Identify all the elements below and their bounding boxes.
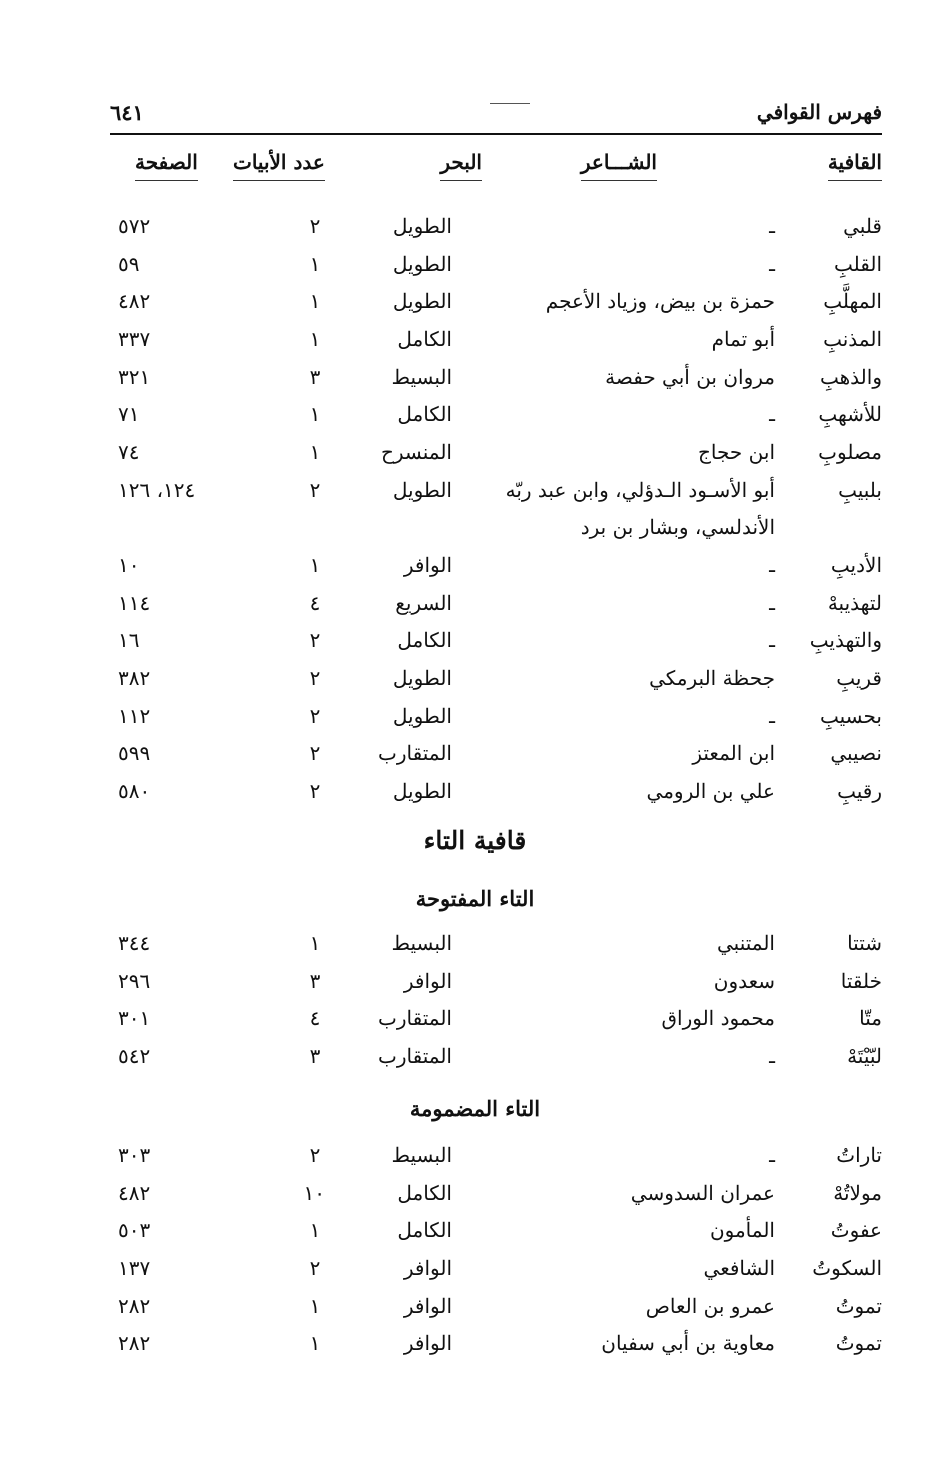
page-ref-cell: ٥٤٢ — [118, 1044, 151, 1069]
poet-cell: ـ — [769, 1044, 775, 1069]
table-row — [0, 472, 950, 547]
page-ref-cell: ٥٠٣ — [118, 1218, 151, 1243]
meter-cell: الوافر — [403, 1293, 452, 1318]
rhyme-cell: تموتُ — [835, 1331, 882, 1356]
page-ref-cell: ١١٤ — [118, 590, 151, 615]
table-row — [0, 963, 950, 1001]
rhyme-cell: المهلَّبِ — [823, 289, 882, 314]
meter-cell: الوافر — [403, 1256, 452, 1281]
poet-cell: ـ — [769, 1143, 775, 1167]
table-row — [0, 622, 950, 660]
poet-cell: عمرو بن العاص — [645, 1293, 775, 1318]
verses-cell: ١ — [309, 251, 321, 276]
meter-cell: المنسرح — [380, 440, 452, 465]
page-ref-cell: ٥٧٢ — [118, 214, 151, 238]
verses-cell: ٣ — [309, 1044, 321, 1069]
rhyme-cell: شتتا — [847, 931, 882, 955]
poet-cell: ابن المعتز — [692, 741, 775, 766]
table-row — [0, 698, 950, 736]
poet-cell: ابن حجاج — [698, 440, 775, 465]
verses-cell: ١٠ — [303, 1180, 325, 1205]
meter-cell: الوافر — [403, 1331, 452, 1356]
table-row — [0, 925, 950, 963]
page-ref-cell: ١٢٤، ١٢٦ — [118, 477, 196, 502]
meter-cell: البسيط — [391, 1143, 452, 1167]
meter-cell: الطويل — [392, 289, 452, 314]
table-row — [0, 434, 950, 472]
header-rule — [110, 133, 882, 135]
page-ref-cell: ٥٨٠ — [118, 778, 151, 803]
poet-cell: ـ — [769, 402, 775, 427]
poet-cell: مروان بن أبي حفصة — [605, 364, 775, 389]
subsection-ta-open: التاء المفتوحة — [415, 886, 535, 911]
rhyme-cell: والذهبِ — [820, 364, 882, 389]
table-row — [0, 585, 950, 623]
page-ref-cell: ١١٢ — [118, 703, 151, 728]
table-row — [0, 735, 950, 773]
table-row — [0, 1175, 950, 1213]
table-row — [0, 246, 950, 284]
table-row — [0, 396, 950, 434]
header-verses: عدد الأبيات — [233, 150, 325, 181]
poet-cell: ـ — [769, 214, 775, 238]
verses-cell: ٤ — [309, 590, 321, 615]
rhyme-table-ta-open — [0, 925, 950, 1076]
rhyme-cell: رقيبِ — [837, 778, 882, 803]
rhyme-cell: بحسيبِ — [820, 703, 882, 728]
print-mark — [490, 103, 530, 104]
page-ref-cell: ٢٩٦ — [118, 968, 151, 993]
meter-cell: المتقارب — [378, 1006, 452, 1031]
page-ref-cell: ٤٨٢ — [118, 1180, 151, 1205]
poet-cell: معاوية بن أبي سفيان — [601, 1331, 775, 1356]
verses-cell: ٤ — [309, 1006, 321, 1031]
table-row — [0, 1325, 950, 1363]
poet-cell: علي بن الرومي — [646, 778, 775, 803]
page-ref-cell: ٥٩٩ — [118, 741, 151, 766]
page-ref-cell: ٧١ — [118, 402, 140, 427]
header-rhyme: القافية — [828, 150, 882, 181]
poet-cell: حمزة بن بيض، وزياد الأعجم — [545, 289, 775, 314]
verses-cell: ٢ — [309, 1256, 321, 1281]
table-row — [0, 1038, 950, 1076]
meter-cell: البسيط — [391, 931, 452, 955]
rhyme-cell: قريبِ — [836, 665, 882, 690]
page-ref-cell: ١٦ — [118, 628, 140, 653]
poet-cell: ـ — [769, 590, 775, 615]
poet-cell: جحظة البرمكي — [649, 665, 775, 690]
table-row — [0, 321, 950, 359]
meter-cell: الوافر — [403, 968, 452, 993]
poet-cell: أبو الأسـود الـدؤلي، وابن عبد ربّه الأندلسي، وبشار بن برد — [505, 477, 775, 539]
poet-cell: المأمون — [709, 1218, 775, 1243]
rhyme-cell: نصيبي — [830, 741, 882, 766]
header-page: الصفحة — [135, 150, 198, 181]
rhyme-cell: للأشهبِ — [818, 402, 882, 427]
rhyme-cell: الأديبِ — [830, 552, 882, 577]
poet-cell: محمود الوراق — [661, 1006, 775, 1031]
page-ref-cell: ٣٠٣ — [118, 1143, 151, 1167]
rhyme-cell: لتهذيبهْ — [827, 590, 882, 615]
page-ref-cell: ٣٨٢ — [118, 665, 151, 690]
verses-cell: ٢ — [309, 477, 321, 502]
rhyme-cell: قلبي — [843, 214, 882, 238]
verses-cell: ٢ — [309, 703, 321, 728]
table-row — [0, 283, 950, 321]
header-poet: الشـــاعر — [581, 150, 657, 181]
poet-cell: سعدون — [713, 968, 775, 993]
page-ref-cell: ٣٤٤ — [118, 931, 151, 955]
verses-cell: ١ — [309, 1331, 321, 1356]
page-ref-cell: ٣٢١ — [118, 364, 151, 389]
poet-cell: عمران السدوسي — [630, 1180, 775, 1205]
meter-cell: الوافر — [403, 552, 452, 577]
page-ref-cell: ٤٨٢ — [118, 289, 151, 314]
rhyme-cell: مصلوبِ — [818, 440, 882, 465]
verses-cell: ٢ — [309, 214, 321, 238]
verses-cell: ١ — [309, 327, 321, 352]
table-row — [0, 1250, 950, 1288]
table-row — [0, 1137, 950, 1175]
meter-cell: البسيط — [391, 364, 452, 389]
meter-cell: الطويل — [392, 665, 452, 690]
verses-cell: ٣ — [309, 968, 321, 993]
rhyme-cell: السكوتُ — [812, 1256, 882, 1281]
page-ref-cell: ٣٣٧ — [118, 327, 151, 352]
page-ref-cell: ٥٩ — [118, 251, 140, 276]
page-ref-cell: ١٣٧ — [118, 1256, 151, 1281]
poet-cell: ـ — [769, 552, 775, 577]
page-ref-cell: ٢٨٢ — [118, 1331, 151, 1356]
rhyme-table-ta-damm — [0, 1137, 950, 1363]
rhyme-cell: لبّيْتَهْ — [847, 1044, 882, 1069]
meter-cell: الكامل — [397, 1218, 452, 1243]
page-ref-cell: ٣٠١ — [118, 1006, 151, 1031]
rhyme-cell: بلبيبِ — [838, 477, 882, 502]
meter-cell: الكامل — [397, 327, 452, 352]
meter-cell: الطويل — [392, 778, 452, 803]
rhyme-cell: تاراتُ — [836, 1143, 882, 1167]
verses-cell: ١ — [309, 289, 321, 314]
meter-cell: الكامل — [397, 402, 452, 427]
subsection-ta-damm: التاء المضمومة — [409, 1096, 541, 1121]
rhyme-cell: والتهذيبِ — [809, 628, 882, 653]
table-row — [0, 208, 950, 246]
table-row — [0, 773, 950, 811]
poet-cell: أبو تمام — [711, 327, 775, 352]
page-ref-cell: ٧٤ — [118, 440, 140, 465]
table-row — [0, 1000, 950, 1038]
section-title-ta: قافية التاء — [423, 826, 527, 855]
verses-cell: ٣ — [309, 364, 321, 389]
verses-cell: ٢ — [309, 665, 321, 690]
table-row — [0, 1288, 950, 1326]
table-row — [0, 660, 950, 698]
verses-cell: ٢ — [309, 1143, 321, 1167]
meter-cell: الطويل — [392, 251, 452, 276]
page-number: ٦٤١ — [110, 100, 144, 125]
poet-cell: ـ — [769, 628, 775, 653]
poet-cell: ـ — [769, 703, 775, 728]
running-title: فهرس القوافي — [756, 100, 882, 124]
page-ref-cell: ٢٨٢ — [118, 1293, 151, 1318]
rhyme-cell: المذنبِ — [823, 327, 882, 352]
rhyme-cell: خلقتا — [840, 968, 882, 993]
column-headers — [110, 150, 882, 194]
table-row — [0, 1212, 950, 1250]
poet-cell: المتنبي — [717, 931, 775, 955]
poet-cell: ـ — [769, 251, 775, 276]
verses-cell: ١ — [309, 1293, 321, 1318]
verses-cell: ١ — [309, 552, 321, 577]
meter-cell: الطويل — [392, 703, 452, 728]
poet-cell: الشافعي — [703, 1256, 775, 1281]
meter-cell: الطويل — [392, 214, 452, 238]
verses-cell: ٢ — [309, 741, 321, 766]
meter-cell: المتقارب — [378, 741, 452, 766]
table-row — [0, 547, 950, 585]
rhyme-cell: تموتُ — [835, 1293, 882, 1318]
header-meter: البحر — [440, 150, 482, 181]
verses-cell: ١ — [309, 1218, 321, 1243]
meter-cell: المتقارب — [378, 1044, 452, 1069]
verses-cell: ١ — [309, 931, 321, 955]
meter-cell: الطويل — [392, 477, 452, 502]
meter-cell: الكامل — [397, 1180, 452, 1205]
meter-cell: الكامل — [397, 628, 452, 653]
rhyme-cell: متّا — [859, 1006, 882, 1031]
verses-cell: ٢ — [309, 628, 321, 653]
page-ref-cell: ١٠ — [118, 552, 140, 577]
rhyme-cell: القلبِ — [833, 251, 882, 276]
verses-cell: ٢ — [309, 778, 321, 803]
rhyme-cell: عفوتُ — [830, 1218, 882, 1243]
rhyme-cell: مولاتُهْ — [833, 1180, 882, 1205]
verses-cell: ١ — [309, 440, 321, 465]
table-row — [0, 359, 950, 397]
verses-cell: ١ — [309, 402, 321, 427]
rhyme-table-ba — [0, 208, 950, 811]
meter-cell: السريع — [395, 590, 452, 615]
